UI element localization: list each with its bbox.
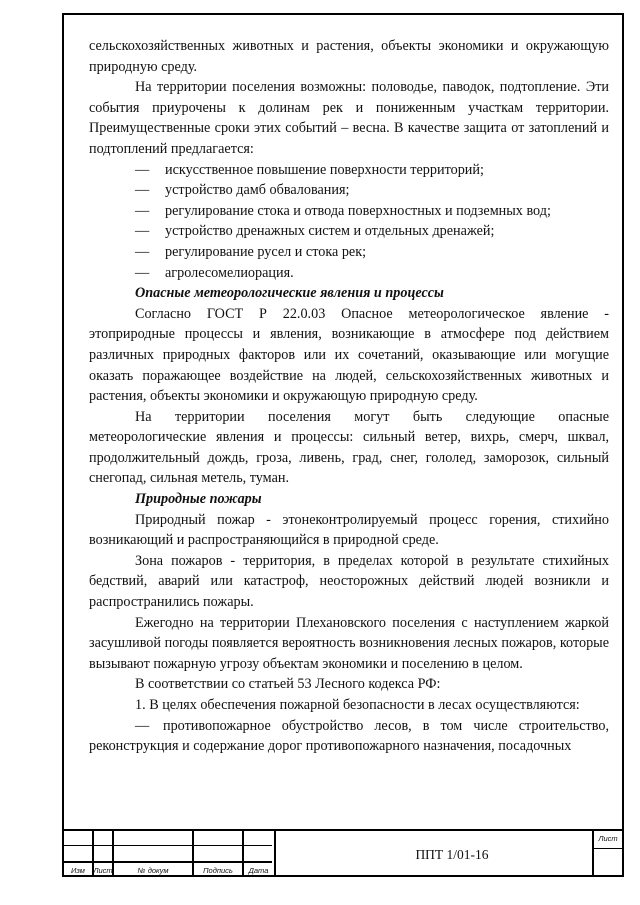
label-list: Лист (93, 866, 113, 875)
label-sheet: Лист (598, 834, 618, 843)
list-item-text: устройство дренажных систем и отдельных дренажей; (165, 223, 495, 240)
dash-mark: — (135, 202, 150, 219)
column-divider (274, 831, 276, 877)
paragraph: В соответствии со статьей 53 Лесного кодекса РФ: (135, 676, 441, 693)
paragraph: На территории поселения могут быть следующие опасные метеорологические явления и процессы: сильный ветер, вихрь, смерч, шквал, продолжительный дождь, гроза, ливень, град, снег, гололед, заморозок, сильный снегопад, сильная метель, туман. (89, 408, 609, 487)
list-item-text: регулирование стока и отвода поверхностных и подземных вод; (165, 202, 551, 219)
paragraph: Зона пожаров - территория, в пределах которой в результате стихийных бедствий, аварий или катастроф, неосторожных действий людей возникли и распространились пожары. (89, 552, 609, 611)
document-code: ППТ 1/01-16 (415, 847, 489, 862)
label-doc-number: № докум (137, 866, 169, 875)
list-item (89, 221, 609, 242)
label-izm: Изм (71, 866, 85, 875)
list-item-text: противопожарное обустройство лесов, в том числе строительство, реконструкция и содержание дорог противопожарного назначения, посадочных (89, 717, 609, 755)
list-item (89, 201, 609, 222)
list-item-text: устройство дамб обвалования; (165, 182, 350, 199)
list-item (89, 242, 609, 263)
dash-mark: — (135, 182, 150, 199)
paragraph: Согласно ГОСТ Р 22.0.03 Опасное метеорологическое явление - этоприродные процессы и явления, возникающие в атмосфере под действием различных природных факторов или их сочетаний, оказывающие или могущие оказать поражающее воздействие на людей, сельскохозяйственных животных и растения, объекты экономики и окружающую природную среду. (89, 305, 609, 405)
list-item (89, 160, 609, 181)
section-heading: Природные пожары (135, 491, 262, 508)
paragraph: Природный пожар - этонеконтролируемый процесс горения, стихийно возникающий и распространяющийся в природной среде. (89, 511, 609, 549)
paragraph: Ежегодно на территории Плехановского поселения с наступлением жаркой засушливой погоды появляется вероятность возникновения лесных пожаров, которые вызывают пожарную угрозу объектам экономики и поселению в целом. (89, 614, 609, 672)
paragraph: 1. В целях обеспечения пожарной безопасности в лесах осуществляются: (135, 697, 580, 713)
list-item (89, 716, 609, 757)
list-item (89, 263, 609, 284)
dash-mark: — (135, 161, 150, 178)
document-body (89, 36, 609, 757)
paragraph: На территории поселения возможны: половодье, паводок, подтопление. Эти события приурочены к долинам рек и пониженным участкам территории. Преимущественные сроки этих событий – весна. В качестве защита от затоплений и подтоплений предлагается: (89, 79, 609, 157)
dash-mark: — (135, 264, 150, 281)
row-divider (592, 848, 622, 849)
dash-mark: — (135, 243, 150, 260)
paragraph: сельскохозяйственных животных и растения, объекты экономики и окружающую природную среду. (89, 38, 609, 75)
label-date: Дата (248, 866, 269, 875)
dash-mark: — (135, 717, 150, 734)
list-item-text: искусственное повышение поверхности территорий; (165, 161, 484, 178)
section-heading: Опасные метеорологические явления и процессы (135, 285, 444, 302)
title-block (62, 829, 624, 877)
list-item (89, 180, 609, 201)
list-item-text: агролесомелиорация. (165, 264, 294, 281)
dash-mark: — (135, 223, 150, 240)
label-signature: Подпись (203, 866, 233, 875)
list-item-text: регулирование русел и стока рек; (165, 243, 367, 260)
